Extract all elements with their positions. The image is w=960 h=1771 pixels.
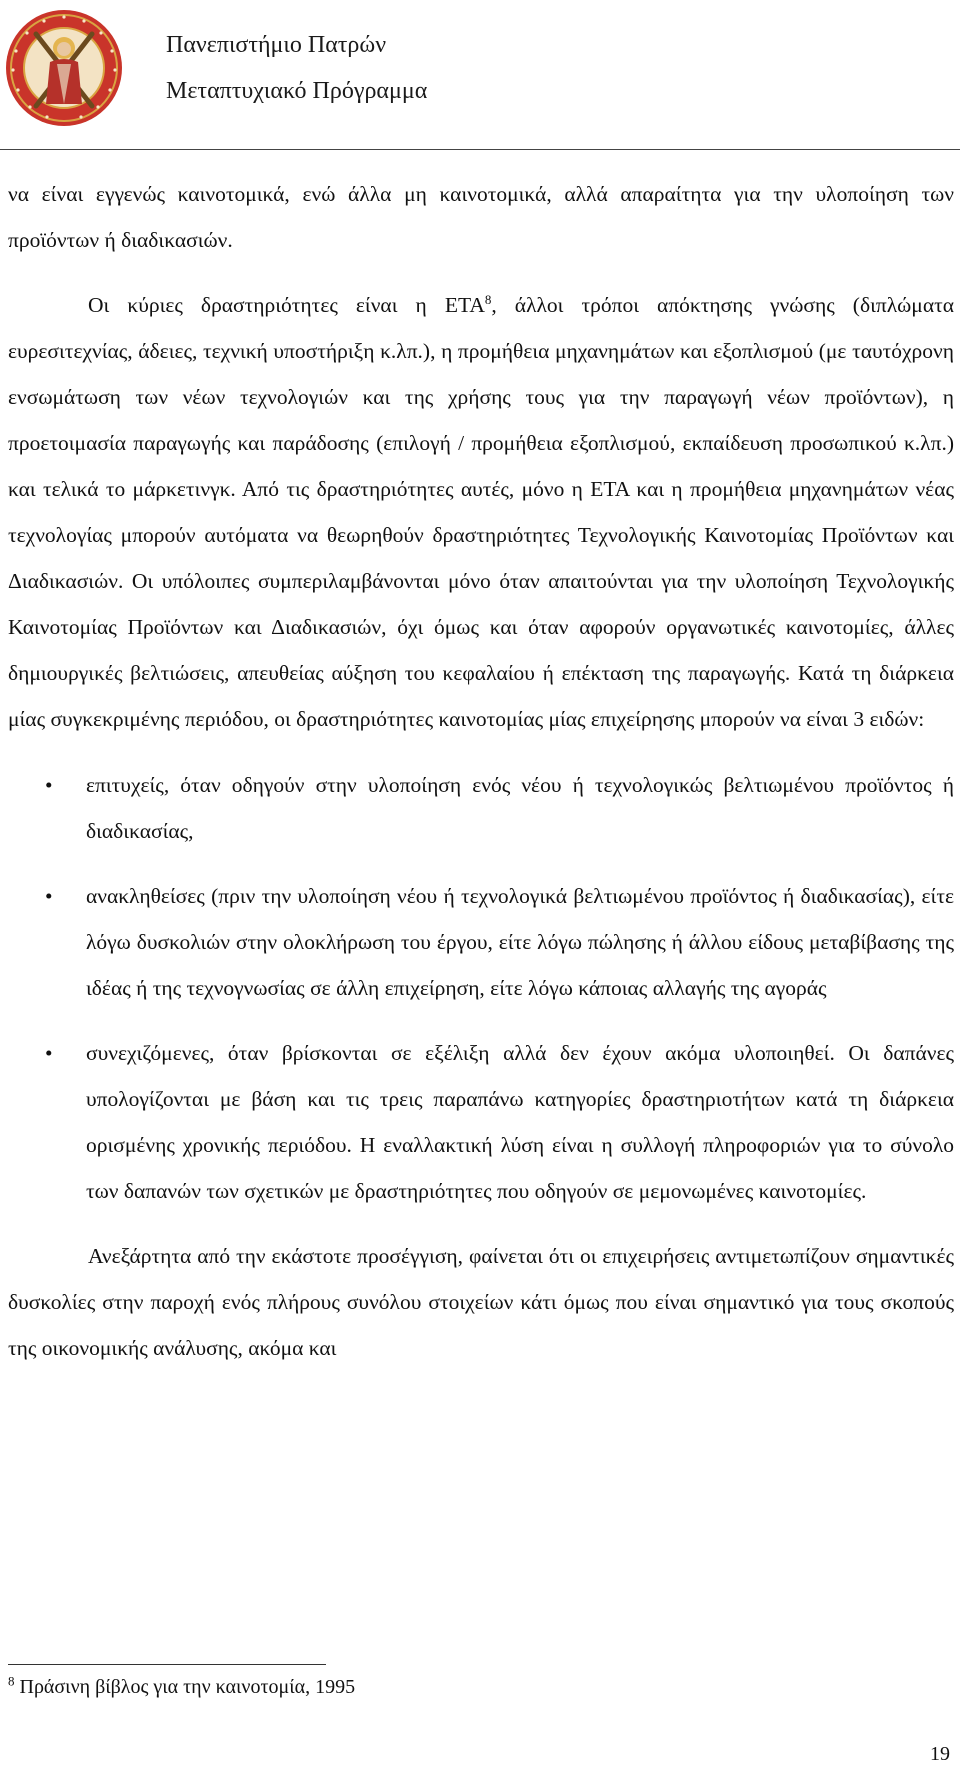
bullet-icon: • [45,884,53,908]
list-item-text: επιτυχείς, όταν οδηγούν στην υλοποίηση ενός νέου ή τεχνολογικώς βελτιωμένου προϊόντος ή διαδικασίας, [86,773,954,843]
paragraph-1: να είναι εγγενώς καινοτομικά, ενώ άλλα μη καινοτομικά, αλλά απαραίτητα για την υλοποίηση των προϊόντων ή διαδικασιών. [8,182,954,252]
paragraph-2-start: Οι κύριες δραστηριότητες είναι η ΕΤΑ [88,293,485,317]
footnote [8,1672,355,1702]
innovation-types-list [8,762,954,1214]
footnote-reference[interactable]: 8 [484,291,492,307]
paragraph-3: Ανεξάρτητα από την εκάστοτε προσέγγιση, φαίνεται ότι οι επιχειρήσεις αντιμετωπίζουν σημαντικές δυσκολίες στην παροχή ενός πλήρους συνόλου στοιχείων κάτι όμως που είναι σημαντικό για τους σκοπούς της οικονομικής ανάλυσης, ακόμα και [8,1244,954,1360]
university-seal-icon [4,8,124,128]
paragraph-2 [8,282,954,742]
list-item [8,762,954,854]
bullet-icon: • [45,773,53,797]
footnote-divider [8,1664,326,1665]
program-name: Μεταπτυχιακό Πρόγραμμα [166,78,428,104]
university-name: Πανεπιστήμιο Πατρών [166,32,387,58]
paragraph-2-rest: , άλλοι τρόποι απόκτησης γνώσης (διπλώματα ευρεσιτεχνίας, άδειες, τεχνική υποστήριξη κ.λπ.), η προμήθεια μηχανημάτων και εξοπλισμού (με ταυτόχρονη ενσωμάτωση των νέων τεχνολογιών και της χρήσης τους για την παραγωγή νέων προϊόντων), η προετοιμασία παραγωγής και παράδοσης (επιλογή / προμήθεια εξοπλισμού, εκπαίδευση προσωπικού κ.λπ.) και τελικά το μάρκετινγκ. Από τις δραστηριότητες αυτές, μόνο η ΕΤΑ και η προμήθεια μηχανημάτων νέας τεχνολογίας μπορούν αυτόματα να θεωρηθούν δραστηριότητες Τεχνολογικής Καινοτομίας Προϊόντων και Διαδικασιών. Οι υπόλοιπες συμπεριλαμβάνονται μόνο όταν απαιτούνται για την υλοποίηση Τεχνολογικής Καινοτομίας Προϊόντων και Διαδικασιών, όχι όμως και όταν αφορούν οργανωτικές καινοτομίες, άλλες δημιουργικές βελτιώσεις, απευθείας αύξηση του κεφαλαίου ή επέκταση της παραγωγής. Κατά τη διάρκεια μίας συγκεκριμένης περιόδου, οι δραστηριότητες καινοτομίας μίας επιχείρησης μπορούν να είναι 3 ειδών: [8,293,954,731]
header-text [166,22,427,114]
list-item [8,873,954,1011]
header-divider [0,149,960,150]
footnote-text: Πράσινη βίβλος για την καινοτομία, 1995 [19,1676,356,1698]
university-seal-logo [4,8,124,128]
list-item-text: συνεχιζόμενες, όταν βρίσκονται σε εξέλιξη αλλά δεν έχουν ακόμα υλοποιηθεί. Οι δαπάνες υπολογίζονται με βάση και τις τρεις παραπάνω κατηγορίες δραστηριοτήτων κατά τη διάρκεια ορισμένης χρονικής περιόδου. Η εναλλακτική λύση είναι η συλλογή πληροφοριών για το σύνολο των δαπανών των σχετικών με δραστηριότητες που οδηγούν σε μεμονωμένες καινοτομίες. [86,1041,954,1203]
bullet-icon: • [45,1041,53,1065]
list-item-text: ανακληθείσες (πριν την υλοποίηση νέου ή τεχνολογικά βελτιωμένου προϊόντος ή διαδικασίας), είτε λόγω δυσκολιών στην ολοκλήρωση του έργου, είτε λόγω πώλησης ή άλλου είδους μεταβίβασης της ιδέας ή της τεχνογνωσίας σε άλλη επιχείρηση, είτε λόγω κάποιας αλλαγής της αγοράς [86,884,954,1000]
page-number: 19 [930,1743,950,1765]
footnote-number: 8 [8,1673,15,1689]
document-body [8,171,954,1371]
list-item [8,1030,954,1214]
